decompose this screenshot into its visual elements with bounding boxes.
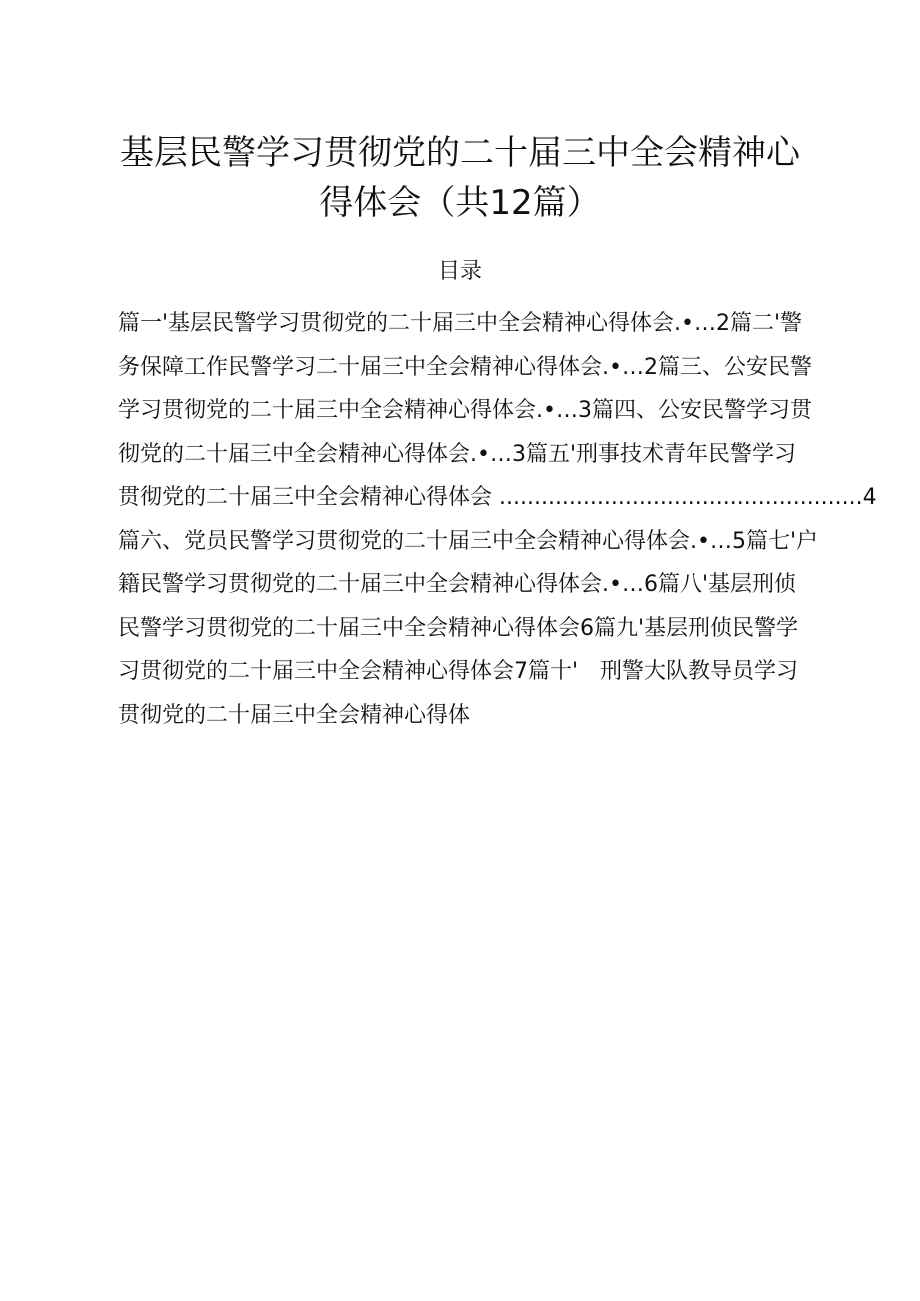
toc-line: 篇一'基层民警学习贯彻党的二十届三中全会精神心得体会.•…2篇二'警	[118, 311, 803, 336]
toc-line: 籍民警学习贯彻党的二十届三中全会精神心得体会.•…6篇八'基层刑侦	[118, 572, 797, 597]
toc-heading: 目录	[437, 259, 482, 284]
toc-line: 习贯彻党的二十届三中全会精神心得体会7篇十' 刑警大队教导员学习	[118, 659, 799, 684]
table-of-contents	[118, 302, 877, 737]
title-line-2: 得体会（共12篇）	[319, 183, 601, 223]
toc-line: 民警学习贯彻党的二十届三中全会精神心得体会6篇九'基层刑侦民警学	[118, 615, 799, 641]
toc-line: 贯彻党的二十届三中全会精神心得体会 ....................................................4	[118, 485, 877, 510]
document-title	[100, 128, 820, 228]
toc-line: 务保障工作民警学习二十届三中全会精神心得体会.•…2篇三、公安民警	[118, 354, 812, 380]
toc-line: 彻党的二十届三中全会精神心得体会.•…3篇五'刑事技术青年民警学习	[118, 441, 797, 467]
title-line-1: 基层民警学习贯彻党的二十届三中全会精神心	[120, 133, 800, 173]
toc-line: 篇六、党员民警学习贯彻党的二十届三中全会精神心得体会.•…5篇七'户	[118, 528, 819, 554]
toc-line: 学习贯彻党的二十届三中全会精神心得体会.•…3篇四、公安民警学习贯	[118, 398, 812, 423]
toc-line: 贯彻党的二十届三中全会精神心得体	[118, 702, 471, 728]
